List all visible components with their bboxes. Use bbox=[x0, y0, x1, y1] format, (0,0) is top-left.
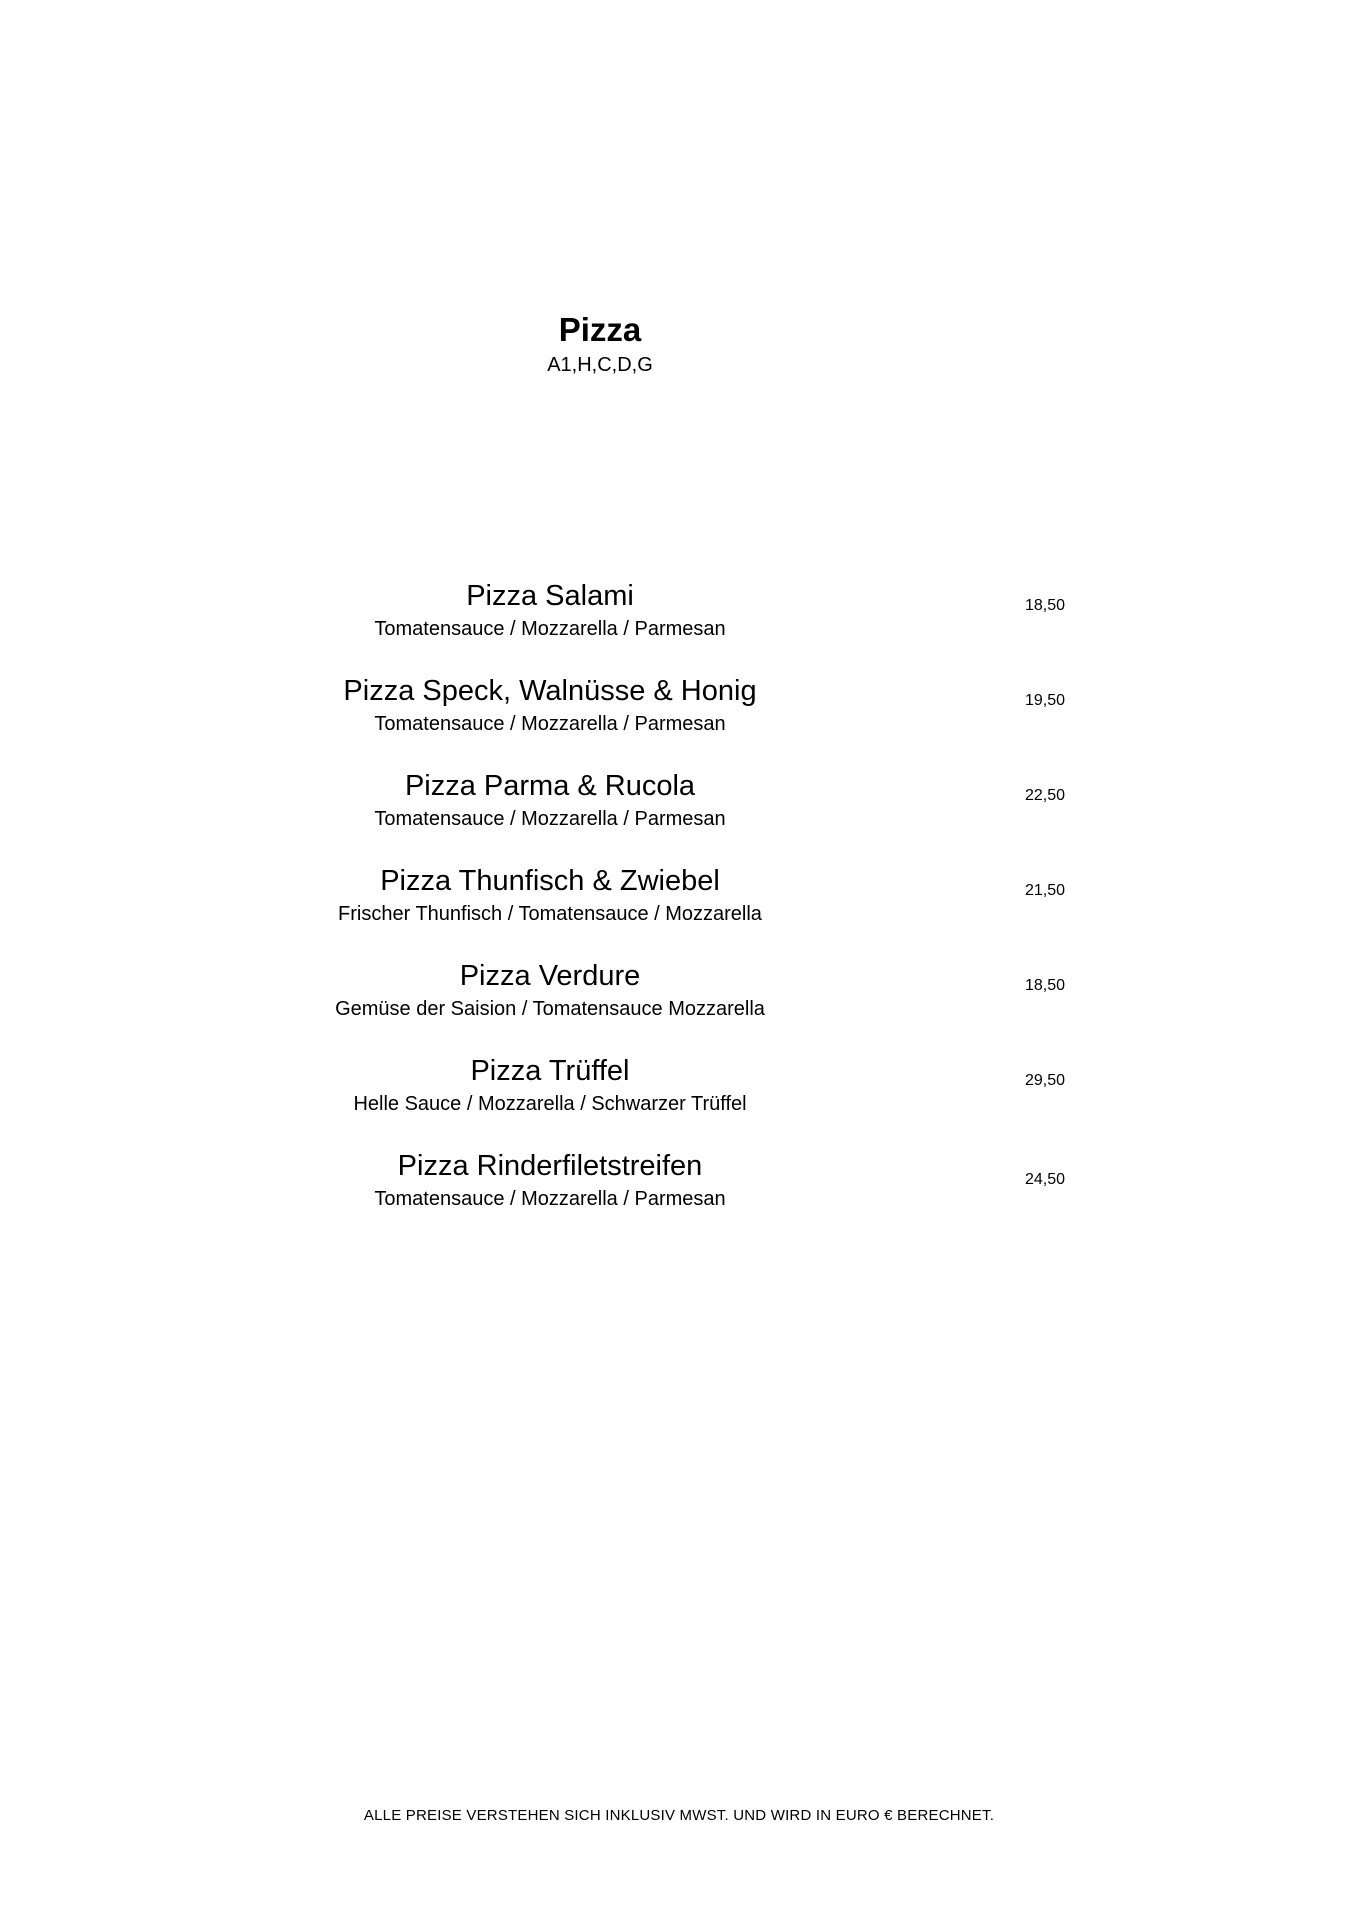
menu-item-description: Tomatensauce / Mozzarella / Parmesan bbox=[374, 1188, 726, 1210]
menu-list bbox=[300, 578, 1100, 1243]
menu-item-name: Pizza Rinderfiletstreifen bbox=[397, 1150, 703, 1182]
menu-item-description: Tomatensauce / Mozzarella / Parmesan bbox=[374, 808, 726, 830]
menu-item-name: Pizza Speck, Walnüsse & Honig bbox=[343, 675, 757, 707]
menu-item-description: Tomatensauce / Mozzarella / Parmesan bbox=[374, 713, 726, 735]
menu-header bbox=[440, 310, 760, 378]
menu-item-description: Tomatensauce / Mozzarella / Parmesan bbox=[374, 618, 726, 640]
menu-item-text bbox=[300, 578, 800, 642]
menu-item-text bbox=[300, 1053, 800, 1117]
menu-item-name: Pizza Parma & Rucola bbox=[404, 770, 696, 802]
menu-item-name: Pizza Verdure bbox=[459, 960, 641, 992]
menu-item-text bbox=[300, 863, 800, 927]
menu-item-description: Helle Sauce / Mozzarella / Schwarzer Trüffel bbox=[353, 1093, 747, 1115]
menu-item-name: Pizza Salami bbox=[466, 580, 634, 612]
menu-item bbox=[300, 1148, 1100, 1243]
menu-item-text bbox=[300, 1148, 800, 1212]
menu-item bbox=[300, 578, 1100, 673]
page-title: Pizza bbox=[558, 311, 642, 348]
menu-item-price: 24,50 bbox=[1025, 1171, 1066, 1188]
menu-item-price: 18,50 bbox=[1025, 597, 1066, 614]
menu-item-price: 19,50 bbox=[1025, 692, 1066, 709]
menu-item-description: Frischer Thunfisch / Tomatensauce / Mozzarella bbox=[338, 903, 762, 925]
menu-item-price: 22,50 bbox=[1025, 787, 1066, 804]
price-disclaimer: ALLE PREISE VERSTEHEN SICH INKLUSIV MWST. UND WIRD IN EURO € BERECHNET. bbox=[363, 1807, 995, 1824]
menu-item bbox=[300, 768, 1100, 863]
menu-item-text bbox=[300, 958, 800, 1022]
menu-item-price: 21,50 bbox=[1025, 882, 1066, 899]
menu-item-text bbox=[300, 673, 800, 737]
menu-item-description: Gemüse der Saision / Tomatensauce Mozzarella bbox=[335, 998, 765, 1020]
menu-item-name: Pizza Thunfisch & Zwiebel bbox=[380, 865, 720, 897]
menu-item-text bbox=[300, 768, 800, 832]
menu-item-price: 18,50 bbox=[1025, 977, 1066, 994]
allergen-codes: A1,H,C,D,G bbox=[547, 354, 653, 376]
menu-item-price: 29,50 bbox=[1025, 1072, 1066, 1089]
menu-item bbox=[300, 673, 1100, 768]
menu-item bbox=[300, 863, 1100, 958]
menu-item-name: Pizza Trüffel bbox=[470, 1055, 630, 1087]
menu-item bbox=[300, 958, 1100, 1053]
menu-item bbox=[300, 1053, 1100, 1148]
